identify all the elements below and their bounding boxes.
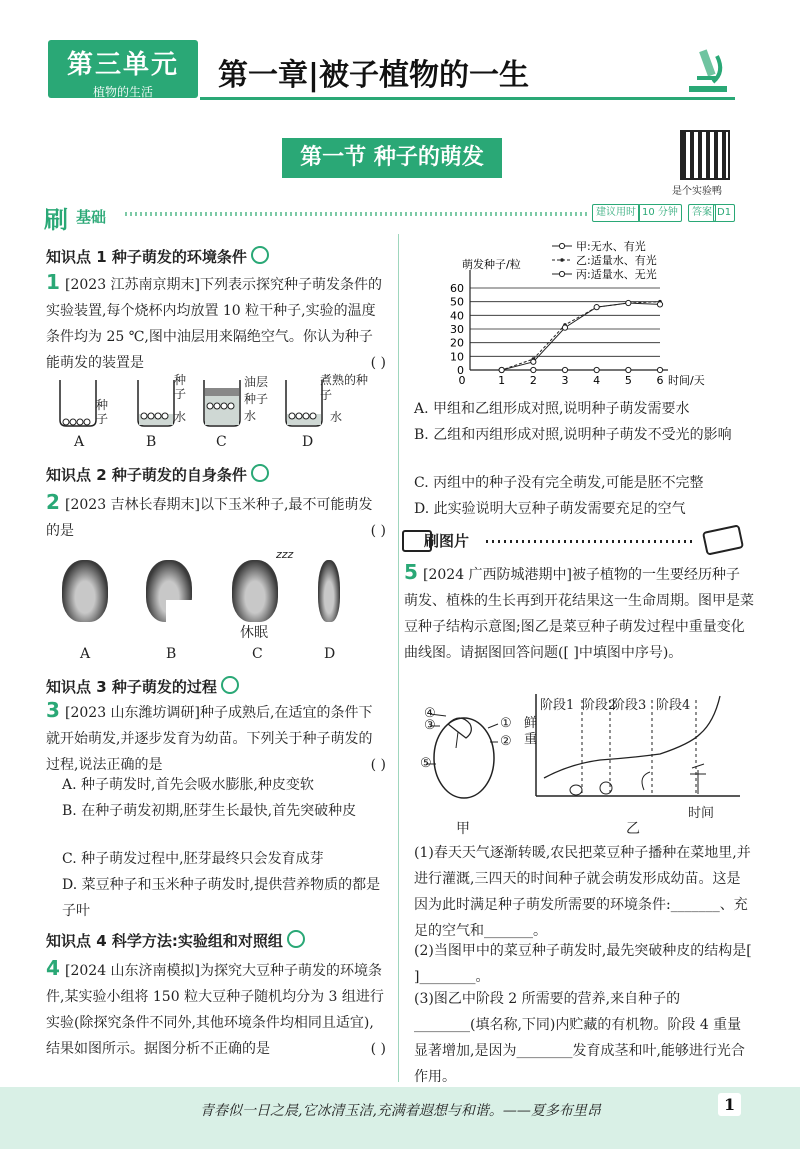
target-icon bbox=[221, 676, 239, 694]
label-c-water: 水 bbox=[244, 409, 257, 423]
legend-marker bbox=[559, 243, 564, 248]
sleep-icon: zzz bbox=[276, 548, 294, 561]
legend-marker bbox=[560, 258, 564, 262]
data-point bbox=[531, 367, 536, 372]
data-point bbox=[562, 367, 567, 372]
question-text: [2023 山东潍坊调研]种子成熟后,在适宜的条件下就开始萌发,并逐步发育为幼苗。下列关于种子萌发的过程,说法正确的是 bbox=[46, 705, 373, 773]
beaker-c bbox=[204, 380, 240, 426]
series-line-2 bbox=[470, 302, 660, 370]
knowledge-point-1: 知识点 1 种子萌发的环境条件 bbox=[46, 246, 269, 267]
x-tick-label: 4 bbox=[593, 374, 601, 387]
part-label-5: ⑤ bbox=[420, 756, 432, 771]
q4-option-d[interactable]: D. 此实验说明大豆种子萌发需要充足的空气 bbox=[414, 501, 686, 517]
label-d-water: 水 bbox=[330, 410, 343, 424]
answer-paren: ( ) bbox=[370, 757, 386, 773]
legend-marker bbox=[559, 271, 564, 276]
question-text: [2023 吉林长春期末]以下玉米种子,最不可能萌发的是 bbox=[46, 497, 373, 539]
stage-4: 阶段4 bbox=[656, 698, 691, 713]
target-icon bbox=[287, 930, 305, 948]
stage-1: 阶段1 bbox=[540, 698, 575, 713]
target-icon bbox=[251, 464, 269, 482]
stage-3: 阶段3 bbox=[612, 698, 647, 713]
legend-label: 丙:适量水、无光 bbox=[576, 268, 657, 281]
part-label-4: ④ bbox=[424, 706, 436, 721]
time-value: 10 分钟 bbox=[638, 204, 682, 222]
data-point bbox=[499, 367, 504, 372]
yi-ylabel: 鲜重 bbox=[524, 716, 538, 747]
answer-paren: ( ) bbox=[370, 523, 386, 539]
question-number: 5 bbox=[404, 560, 418, 584]
x-tick-label: 6 bbox=[656, 374, 664, 387]
option-b[interactable]: B bbox=[146, 434, 157, 450]
qr-label: 是个实验鸭 bbox=[672, 186, 722, 197]
jia-label: 甲 bbox=[456, 821, 470, 837]
part-label-2: ② bbox=[500, 734, 512, 749]
header-divider bbox=[200, 97, 735, 100]
corn-seed-a bbox=[62, 560, 108, 622]
q5-sub3[interactable]: (3)图乙中阶段 2 所需要的营养,来自种子的________(填名称,下同)内贮藏的有机物。阶段 4 重量显著增加,是因为________发育成茎和叶,能够进行光合作用。 bbox=[414, 991, 745, 1085]
question-number: 2 bbox=[46, 490, 60, 514]
brush-sublabel: 基础 bbox=[76, 208, 107, 226]
brush-picture-label: 刷图片 bbox=[424, 532, 470, 550]
knowledge-point-2: 知识点 2 种子萌发的自身条件 bbox=[46, 464, 269, 485]
footer-quote: 青春似一日之晨,它冰清玉洁,充满着遐想与和谐。——夏多布里昂 bbox=[200, 1103, 601, 1119]
option-d[interactable]: D bbox=[324, 646, 336, 662]
q4-option-a[interactable]: A. 甲组和乙组形成对照,说明种子萌发需要水 bbox=[414, 401, 690, 417]
unit-title: 第三单元 bbox=[66, 50, 179, 80]
x-axis-label: 时间/天 bbox=[668, 374, 705, 387]
unit-subtitle: 植物的生活 bbox=[92, 85, 153, 99]
x-tick-label: 3 bbox=[561, 374, 569, 387]
q3-option-d[interactable]: D. 菜豆种子和玉米种子萌发时,提供营养物质的都是子叶 bbox=[62, 877, 381, 919]
question-text: [2023 江苏南京期末]下列表示探究种子萌发条件的实验装置,每个烧杯内均放置 10 粒干种子,实验的温度条件均为 25 ℃,图中油层用来隔绝空气。你认为种子能萌发的装置是 bbox=[46, 277, 383, 371]
question-text: [2024 广西防城港期中]被子植物的一生要经历种子萌发、植株的生长再到开花结果这一生命周期。图甲是菜豆种子结构示意图;图乙是菜豆种子萌发过程中重量变化曲线图。请据图回答问题([ ]中填图中序号)。 bbox=[404, 567, 754, 661]
x-tick-label: 1 bbox=[498, 374, 506, 387]
beaker-b bbox=[138, 380, 174, 426]
data-point bbox=[594, 305, 599, 310]
corn-seed-c bbox=[232, 560, 278, 622]
answer-label: 答案 bbox=[688, 204, 716, 222]
beaker-a bbox=[60, 380, 96, 426]
legend-label: 甲:无水、有光 bbox=[576, 240, 646, 253]
data-point bbox=[626, 300, 631, 305]
qr-code-icon[interactable] bbox=[680, 130, 730, 180]
column-divider bbox=[398, 234, 399, 1082]
data-point bbox=[657, 367, 662, 372]
time-label: 建议用时 bbox=[592, 204, 640, 222]
unit-box bbox=[48, 40, 198, 98]
answer-paren: ( ) bbox=[370, 1041, 386, 1057]
data-point bbox=[657, 302, 662, 307]
q4-option-c[interactable]: C. 丙组中的种子没有完全萌发,可能是胚不完整 bbox=[414, 475, 704, 491]
beaker-d bbox=[286, 380, 322, 426]
yi-xlabel: 时间 bbox=[688, 806, 715, 821]
question-number: 4 bbox=[46, 956, 60, 980]
label-b-water: 水 bbox=[174, 410, 187, 424]
dormant-label: 休眠 bbox=[240, 625, 268, 641]
data-point bbox=[531, 359, 536, 364]
book-icon bbox=[702, 524, 744, 555]
corn-seed-d bbox=[318, 560, 340, 622]
y-tick-label: 20 bbox=[450, 336, 464, 350]
chapter-title: 第一章|被子植物的一生 bbox=[218, 58, 529, 93]
option-c[interactable]: C bbox=[216, 434, 227, 450]
section-title: 第一节 种子的萌发 bbox=[282, 138, 502, 178]
yi-label: 乙 bbox=[626, 821, 640, 837]
question-1 bbox=[46, 270, 386, 376]
x-tick-label: 2 bbox=[529, 374, 537, 387]
x-tick-label: 0 bbox=[458, 374, 466, 387]
part-label-3: ③ bbox=[424, 718, 436, 733]
brush-label: 刷 bbox=[44, 205, 68, 234]
microscope-icon bbox=[683, 42, 733, 94]
page-number: 1 bbox=[718, 1093, 741, 1116]
stage-2: 阶段2 bbox=[582, 698, 617, 713]
answer-page[interactable]: D1 bbox=[713, 204, 735, 222]
data-point bbox=[562, 325, 567, 330]
option-d[interactable]: D bbox=[302, 434, 314, 450]
q5-sub2[interactable]: (2)当图甲中的菜豆种子萌发时,最先突破种皮的结构是[ ]________。 bbox=[414, 943, 752, 985]
q3-option-c[interactable]: C. 种子萌发过程中,胚芽最终只会发育成芽 bbox=[62, 851, 324, 867]
y-axis-label: 萌发种子/粒 bbox=[462, 258, 521, 271]
y-tick-label: 60 bbox=[450, 282, 464, 295]
option-b[interactable]: B bbox=[166, 646, 177, 662]
y-tick-label: 40 bbox=[450, 309, 464, 323]
question-5 bbox=[404, 560, 754, 666]
option-a[interactable]: A bbox=[74, 434, 85, 450]
knowledge-point-4: 知识点 4 科学方法:实验组和对照组 bbox=[46, 930, 305, 951]
knowledge-point-3: 知识点 3 种子萌发的过程 bbox=[46, 676, 239, 697]
label-c-seed: 种子 bbox=[244, 392, 269, 406]
question-number: 1 bbox=[46, 270, 60, 294]
data-point bbox=[626, 367, 631, 372]
y-tick-label: 30 bbox=[450, 323, 464, 336]
question-3 bbox=[46, 698, 386, 778]
label-b-seed: 种子 bbox=[174, 373, 187, 401]
label-d-cooked: 煮熟的种子 bbox=[320, 373, 369, 402]
y-tick-label: 0 bbox=[457, 364, 464, 377]
germination-chart bbox=[412, 236, 705, 392]
series-line-3 bbox=[470, 303, 660, 370]
legend-label: 乙:适量水、有光 bbox=[576, 254, 657, 267]
question-4 bbox=[46, 956, 386, 1062]
part-label-1: ① bbox=[500, 716, 512, 731]
label-a-seed: 种子 bbox=[96, 398, 109, 426]
dotted-divider bbox=[125, 212, 587, 216]
label-c-oil: 油层 bbox=[244, 375, 269, 389]
answer-paren: ( ) bbox=[370, 355, 386, 371]
x-tick-label: 5 bbox=[624, 374, 632, 387]
q4-option-b[interactable]: B. 乙组和丙组形成对照,说明种子萌发不受光的影响 bbox=[414, 427, 732, 443]
dotted-divider bbox=[486, 540, 696, 543]
question-2 bbox=[46, 490, 386, 544]
option-c[interactable]: C bbox=[252, 646, 263, 662]
target-icon bbox=[251, 246, 269, 264]
y-tick-label: 50 bbox=[450, 295, 464, 309]
y-tick-label: 10 bbox=[450, 350, 464, 364]
seed-b-damage bbox=[166, 600, 194, 622]
q3-option-b[interactable]: B. 在种子萌发初期,胚芽生长最快,首先突破种皮 bbox=[62, 803, 357, 819]
option-a[interactable]: A bbox=[80, 646, 91, 662]
q3-option-a[interactable]: A. 种子萌发时,首先会吸水膨胀,种皮变软 bbox=[62, 777, 314, 793]
question-number: 3 bbox=[46, 698, 60, 722]
q5-sub1[interactable]: (1)春天天气逐渐转暖,农民把菜豆种子播种在菜地里,并进行灌溉,三四天的时间种子就会萌发形成幼苗。这是因为此时满足种子萌发所需要的环境条件:_______、充足的空气和_______。 bbox=[414, 845, 751, 939]
data-point bbox=[594, 367, 599, 372]
question-text: [2024 山东济南模拟]为探究大豆种子萌发的环境条件,某实验小组将 150 粒大豆种子随机均分为 3 组进行实验(除探究条件不同外,其他环境条件均相同且适宜),结果如图所示。据图分析不正确的是 bbox=[46, 963, 384, 1057]
